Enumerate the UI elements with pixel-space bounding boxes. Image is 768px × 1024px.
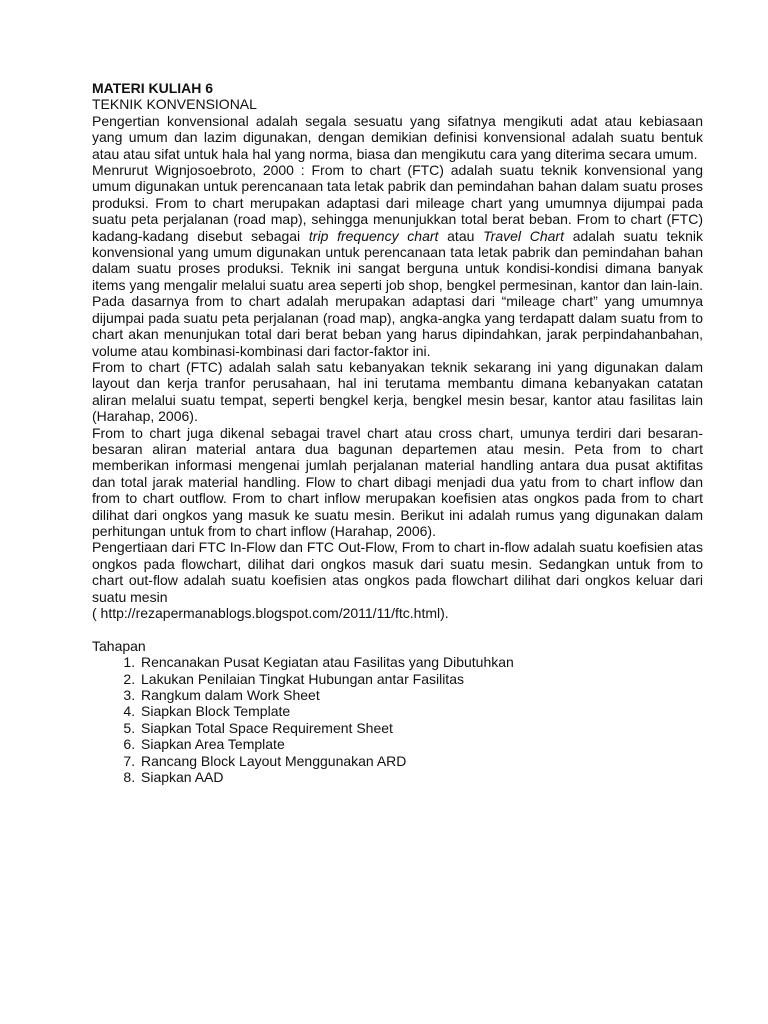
list-item: 6. Siapkan Area Template	[139, 736, 703, 752]
document-title: MATERI KULIAH 6	[92, 80, 214, 96]
list-item: 8. Siapkan AAD	[139, 769, 703, 785]
list-item: 2. Lakukan Penilaian Tingkat Hubungan antar Fasilitas	[139, 671, 703, 687]
list-item: 1. Rencanakan Pusat Kegiatan atau Fasilitas yang Dibutuhkan	[139, 654, 703, 670]
list-item: 5. Siapkan Total Space Requirement Sheet	[139, 720, 703, 736]
paragraph-ftc-wignjosoebroto	[92, 162, 703, 359]
paragraph-text: adalah suatu teknik konvensional yang umum digunakan untuk perencanaan tata letak pabrik dan pemindahan bahan dalam suatu proses produksi. Teknik ini sangat berguna untuk kondisi-kondisi dimana banyak items yang mengalir melalui suatu area seperti job shop, bengkel permesinan, kantor dan lain-lain. Pada dasarnya from to chart adalah merupakan adaptasi dari “mileage chart” yang umumnya dijumpai pada suatu peta perjalanan (road map), angka-angka yang terdapatt dalam suatu from to chart akan menunjukan total dari berat beban yang harus dipindahkan, jarak perpindahanbahan, volume atau kombinasi-kombinasi dari factor-faktor ini.	[92, 227, 704, 359]
italic-term: trip frequency chart	[308, 227, 439, 244]
list-item: 3. Rangkum dalam Work Sheet	[139, 687, 703, 703]
paragraph-text: atau	[438, 227, 484, 244]
blank-line	[92, 621, 703, 637]
paragraph-travel-chart: From to chart juga dikenal sebagai travel chart atau cross chart, umunya terdiri dari besaran-besaran aliran material antara dua bagunan departemen atau mesin. Peta from to chart memberikan informasi mengenai jumlah perjalanan material handling antara dua pusat aktifitas dan total jarak material handling. Flow to chart dibagi menjadi dua yatu from to chart inflow dan from to chart outflow. From to chart inflow merupakan koefisien atas ongkos pada from to chart dilihat dari ongkos yang masuk ke suatu mesin. Berikut ini adalah rumus yang digunakan dalam perhitungan untuk from to chart inflow (Harahap, 2006).	[92, 424, 703, 539]
paragraph-text: Menrurut Wignjosoebroto, 2000 : From to chart (FTC) adalah suatu teknik konvensional yang umum digunakan untuk perencanaan tata letak pabrik dan pemindahan bahan dalam suatu proses produksi. From to chart merupakan adaptasi dari mileage chart yang umumnya dijumpai pada suatu peta perjalanan (road map), sehingga menunjukkan total berat beban. From to chart (FTC) kadang-kadang disebut sebagai	[92, 162, 703, 244]
paragraph-inflow-outflow: Pengertiaan dari FTC In-Flow dan FTC Out-Flow, From to chart in-flow adalah suatu koefisien atas ongkos pada flowchart, dilihat dari ongkos masuk dari suatu mesin. Sedangkan untuk from to chart out-flow adalah suatu koefisien atas ongkos pada flowchart dilihat dari ongkos keluar dari suatu mesin	[92, 539, 703, 605]
steps-heading: Tahapan	[92, 637, 146, 654]
italic-term: Travel Chart	[483, 227, 564, 244]
paragraph-definition: Pengertian konvensional adalah segala sesuatu yang sifatnya mengikuti adat atau kebiasaan yang umum dan lazim digunakan, dengan demikian definisi konvensional adalah suatu bentuk atau atau sifat untuk hala hal yang norma, biasa dan mengikutu cara yang diterima secara umum.	[92, 112, 703, 162]
paragraph-ftc-harahap: From to chart (FTC) adalah salah satu kebanyakan teknik sekarang ini yang digunakan dalam layout dan kerja tranfor perusahaan, hal ini terutama membantu dimana kebanyakan catatan aliran melalui suatu tempat, seperti bengkel kerja, bengkel mesin besar, kantor atau fasilitas lain (Harahap, 2006).	[92, 358, 703, 425]
list-item: 4. Siapkan Block Template	[139, 703, 703, 719]
steps-list	[92, 654, 703, 785]
document-page	[92, 80, 703, 785]
document-subtitle: TEKNIK KONVENSIONAL	[92, 96, 257, 113]
paragraph-source-url: ( http://rezapermanablogs.blogspot.com/2011/11/ftc.html).	[92, 605, 449, 621]
list-item: 7. Rancang Block Layout Menggunakan ARD	[139, 753, 703, 769]
